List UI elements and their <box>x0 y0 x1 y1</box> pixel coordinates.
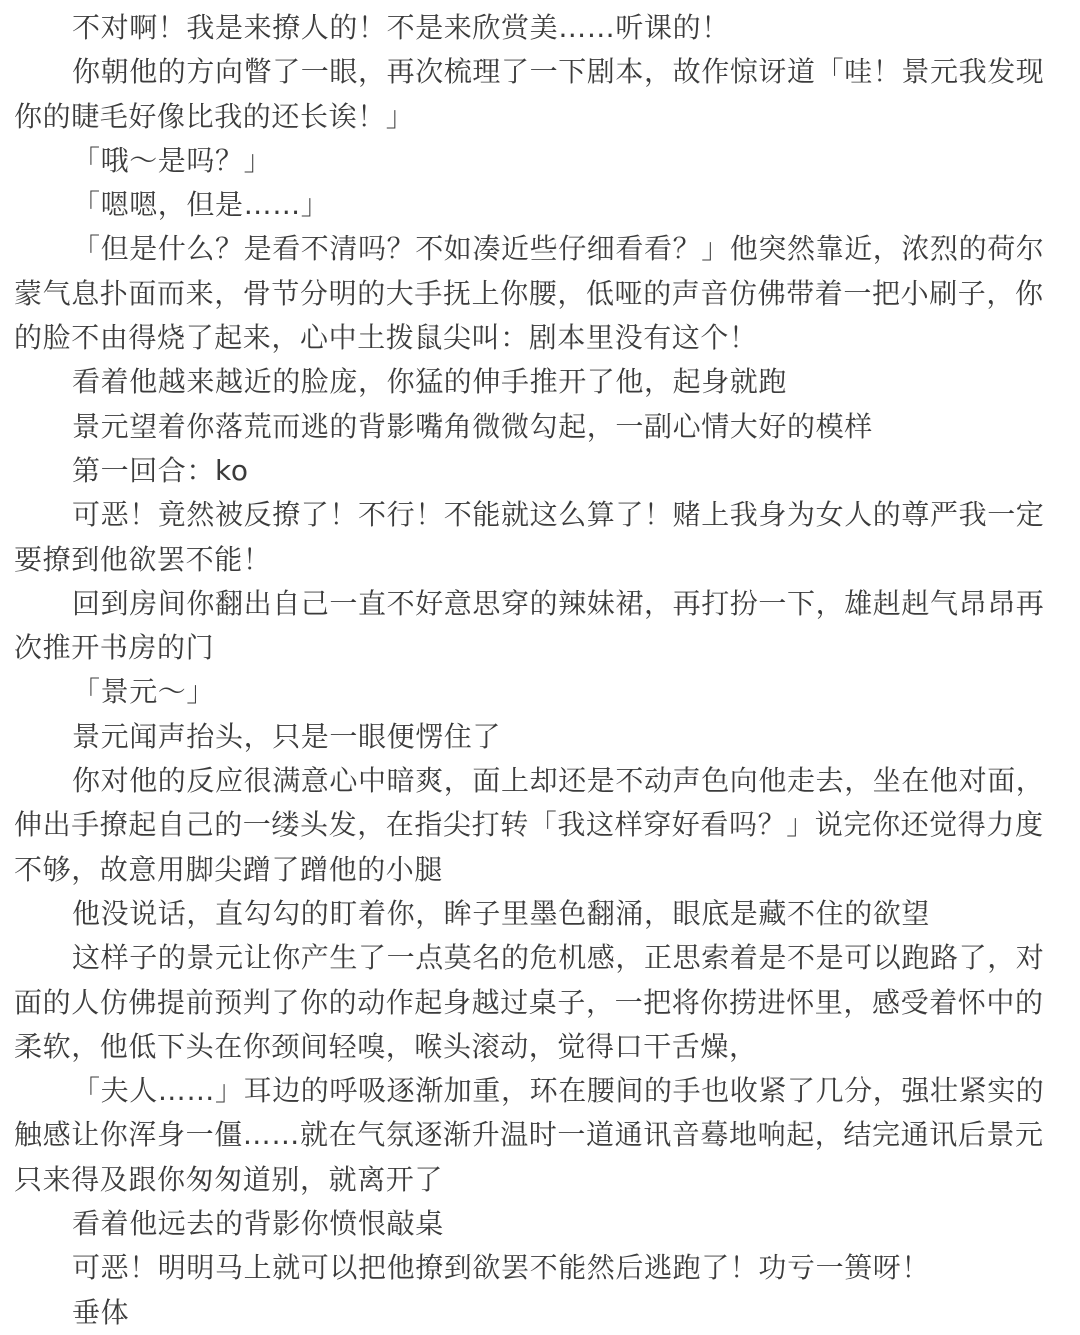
paragraph: 回到房间你翻出自己一直不好意思穿的辣妹裙，再打扮一下，雄赳赳气昂昂再次推开书房的门 <box>14 586 1045 665</box>
paragraph: 可恶！竟然被反撩了！不行！不能就这么算了！赌上我身为女人的尊严我一定要撩到他欲罢不能！ <box>14 498 1045 576</box>
paragraph: 第一回合：ko <box>72 453 249 487</box>
paragraph: 你朝他的方向瞥了一眼，再次梳理了一下剧本，故作惊讶道「哇！景元我发现你的睫毛好像比我的还长诶！」 <box>14 55 1045 133</box>
paragraph: 「景元～」 <box>72 675 216 709</box>
paragraph: 「但是什么？是看不清吗？不如凑近些仔细看看？」他突然靠近，浓烈的荷尔蒙气息扑面而来，骨节分明的大手抚上你腰，低哑的声音仿佛带着一把小刷子，你的脸不由得烧了起来，心中土拨鼠尖叫：剧本里没有这个！ <box>14 232 1045 355</box>
paragraph: 「夫人……」耳边的呼吸逐渐加重，环在腰间的手也收紧了几分，强壮紧实的触感让你浑身一僵……就在气氛逐渐升温时一道通讯音蓦地响起，结完通讯后景元只来得及跟你匆匆道别，就离开了 <box>14 1074 1045 1196</box>
paragraph: 景元望着你落荒而逃的背影嘴角微微勾起，一副心情大好的模样 <box>72 409 873 443</box>
paragraph: 不对啊！我是来撩人的！不是来欣赏美……听课的！ <box>72 11 730 44</box>
paragraph: 看着他远去的背影你愤恨敲桌 <box>72 1207 444 1241</box>
paragraph: 「哦～是吗？」 <box>72 143 273 177</box>
paragraph: 这样子的景元让你产生了一点莫名的危机感，正思索着是不是可以跑路了，对面的人仿佛提前预判了你的动作起身越过桌子，一把将你捞进怀里，感受着怀中的柔软，他低下头在你颈间轻嗅，喉头滚动，觉得口干舌燥， <box>14 941 1045 1063</box>
paragraph: 垂体 <box>72 1295 130 1329</box>
paragraph: 景元闻声抬头，只是一眼便愣住了 <box>72 719 502 753</box>
paragraph: 你对他的反应很满意心中暗爽，面上却还是不动声色向他走去，坐在他对面，伸出手撩起自己的一缕头发，在指尖打转「我这样穿好看吗？」说完你还觉得力度不够，故意用脚尖蹭了蹭他的小腿 <box>14 764 1045 886</box>
paragraph: 看着他越来越近的脸庞，你猛的伸手推开了他，起身就跑 <box>72 365 788 399</box>
paragraph: 可恶！明明马上就可以把他撩到欲罢不能然后逃跑了！功亏一篑呀！ <box>72 1251 931 1285</box>
paragraph: 「嗯嗯，但是……」 <box>72 188 330 222</box>
article-body <box>14 6 1070 1335</box>
paragraph: 他没说话，直勾勾的盯着你，眸子里墨色翻涌，眼底是藏不住的欲望 <box>72 896 931 930</box>
